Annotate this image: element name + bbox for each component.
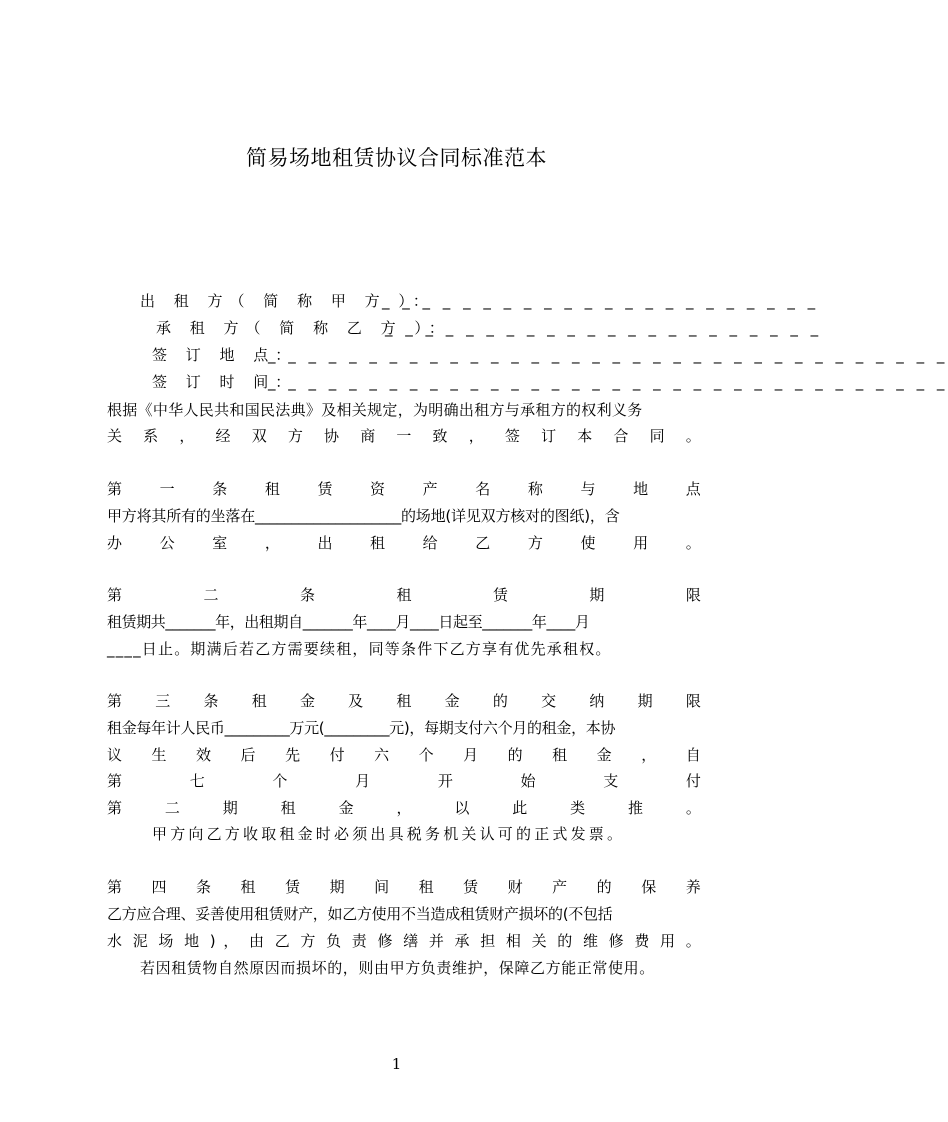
- article-2-line-2: ____日止。期满后若乙方需要续租，同等条件下乙方享有优先承租权。: [107, 640, 612, 658]
- signing-time-label: 签 订 时 间：: [152, 373, 298, 391]
- lessee-blank: _ _ _ _ _ _ _ _ _ _ _ _ _ _ _ _ _ _ _ _ _ _: [385, 319, 823, 337]
- signing-time-blank: _ _ _ _ _ _ _ _ _ _ _ _ _ _ _ _ _ _ _ _ _ _ _ _ _ _ _ _ _ _ _ _ _ _: [268, 373, 948, 391]
- article-4-line-2: 水 泥 场 地 ) ， 由 乙 方 负 责 修 缮 并 承 担 相 关 的 维 修 费 用 。: [107, 932, 701, 950]
- document-title: 简易场地租赁协议合同标准范本: [246, 146, 547, 170]
- article-1-line-1: 甲方将其所有的坐落在____________________的场地(详见双方核对的图纸)，含: [107, 507, 620, 525]
- page-number: 1: [391, 1055, 402, 1073]
- article-3-line-2: 议 生 效 后 先 付 六 个 月 的 租 金 ， 自: [107, 746, 701, 764]
- signing-place-label: 签 订 地 点：: [152, 346, 298, 364]
- article-2-line-1: 租赁期共_______年，出租期自_______年____月____日起至_______年____月: [107, 613, 590, 631]
- article-4-line-3: 若因租赁物自然原因而损坏的，则由甲方负责维护，保障乙方能正常使用。: [140, 959, 655, 977]
- article-4-line-1: 乙方应合理、妥善使用租赁财产，如乙方使用不当造成租赁财产损坏的(不包括: [107, 905, 613, 923]
- intro-line-1: 根据《中华人民共和国民法典》及相关规定，为明确出租方与承租方的权利义务: [107, 401, 643, 419]
- lessor-label: 出 租 方（ 简 称 甲 方 ）：: [140, 292, 435, 310]
- article-3-line-1: 租金每年计人民币_________万元(_________元)，每期支付六个月的租金，本协: [107, 719, 616, 737]
- article-3-line-5: 甲方向乙方收取租金时必须出具税务机关认可的正式发票。: [152, 825, 626, 843]
- article-3-line-3: 第 七 个 月 开 始 支 付: [107, 772, 701, 790]
- lessee-label: 承 租 方（ 简 称 乙 方 ）：: [156, 319, 451, 337]
- intro-line-2: 关 系 ， 经 双 方 协 商 一 致 ， 签 订 本 合 同 。: [107, 427, 701, 445]
- article-1-heading: 第 一 条 租 赁 资 产 名 称 与 地 点: [107, 480, 701, 498]
- article-4-heading: 第 四 条 租 赁 期 间 租 赁 财 产 的 保 养: [107, 878, 701, 896]
- article-3-heading: 第 三 条 租 金 及 租 金 的 交 纳 期 限: [107, 692, 701, 710]
- lessor-blank: _ _ _ _ _ _ _ _ _ _ _ _ _ _ _ _ _ _ _ _ _ _: [382, 292, 820, 310]
- article-1-line-2: 办 公 室 ， 出 租 给 乙 方 使 用 。: [107, 534, 701, 552]
- article-2-heading: 第 二 条 租 赁 期 限: [107, 586, 701, 604]
- signing-place-blank: _ _ _ _ _ _ _ _ _ _ _ _ _ _ _ _ _ _ _ _ _ _ _ _ _ _ _ _ _ _ _ _ _ _: [268, 346, 948, 364]
- article-3-line-4: 第 二 期 租 金 ， 以 此 类 推 。: [107, 799, 701, 817]
